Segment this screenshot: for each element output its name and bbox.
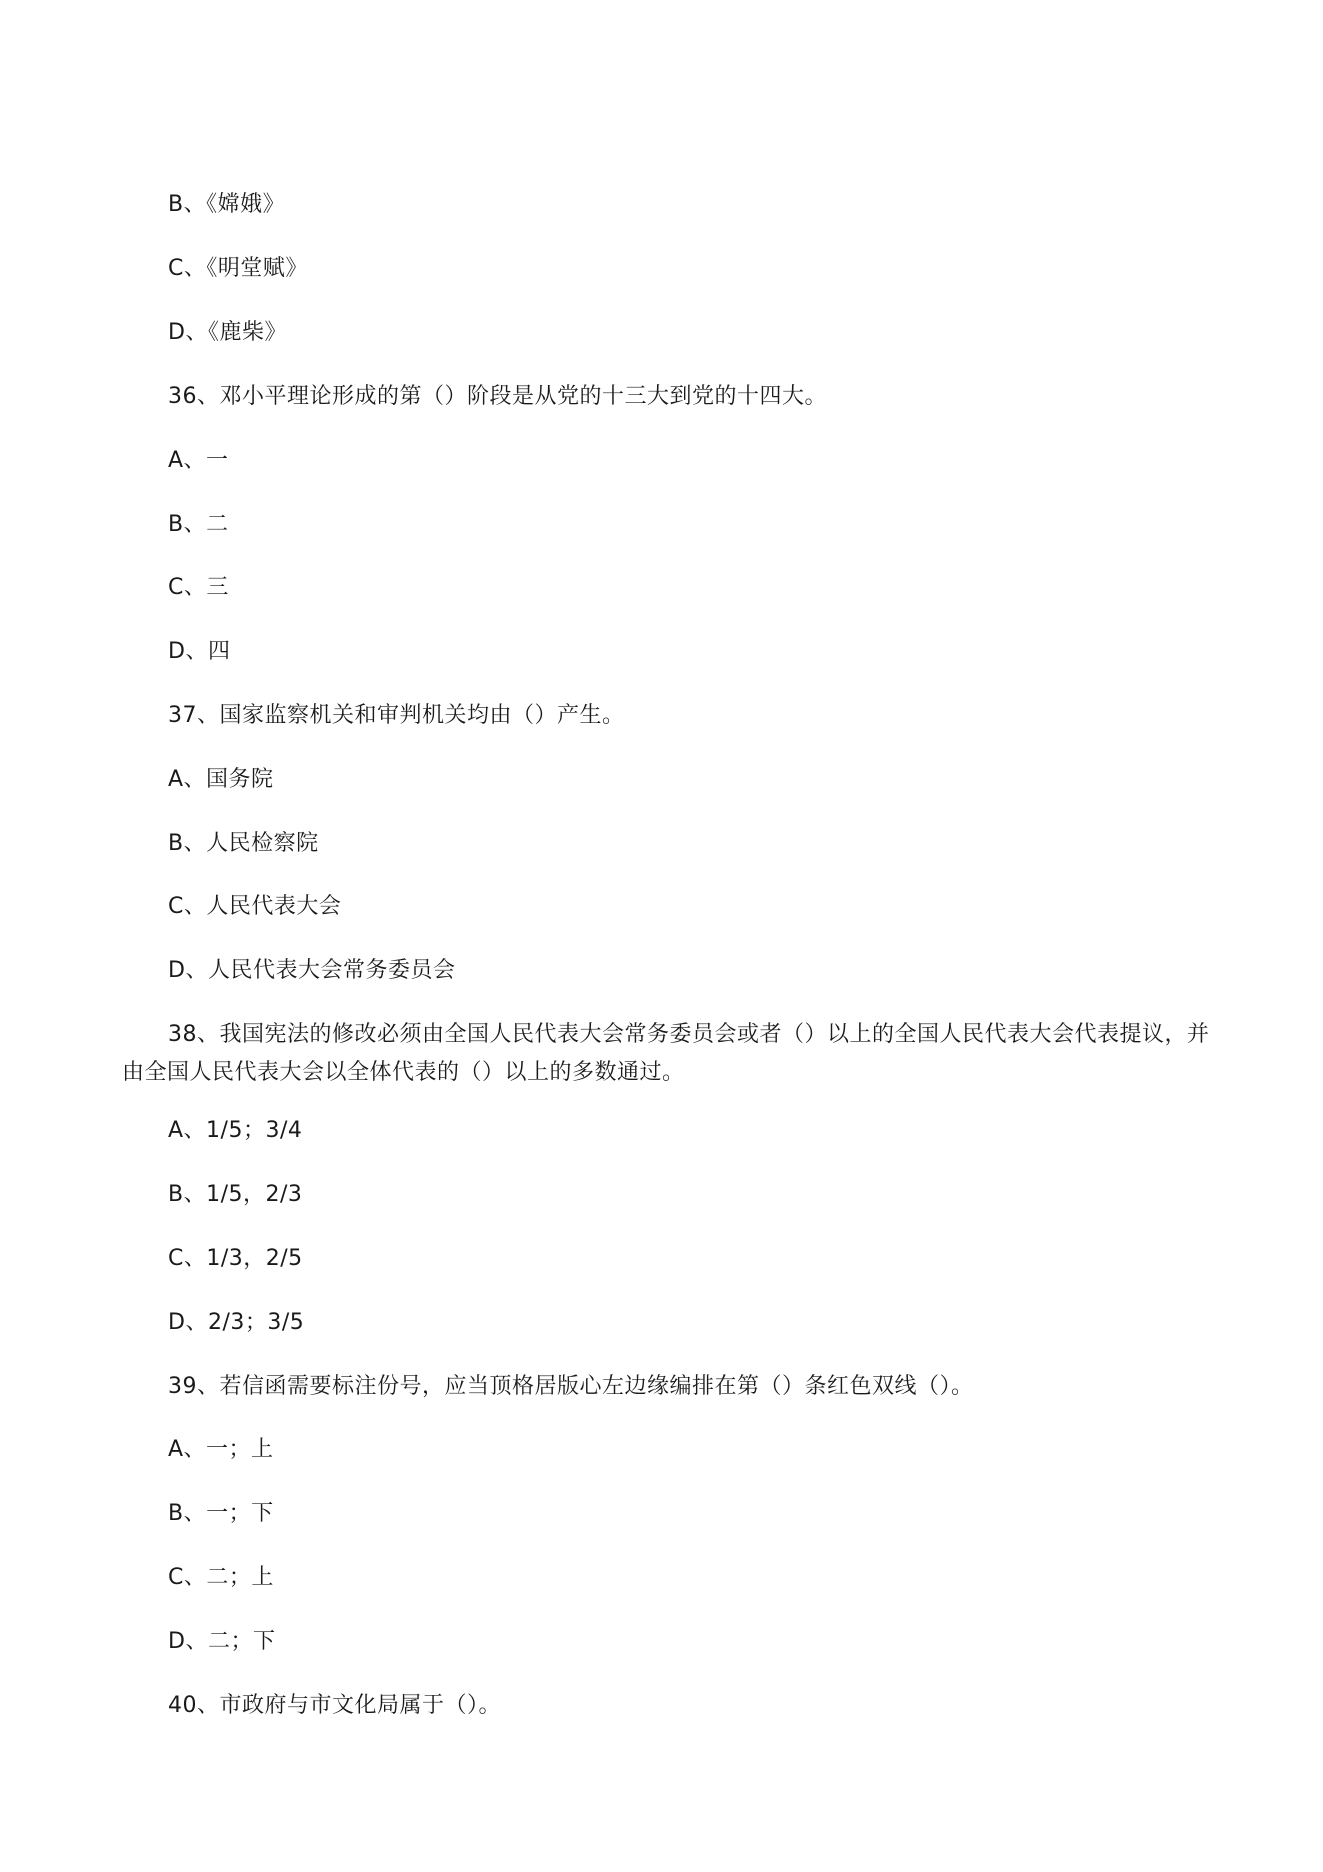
option-b: B、《嫦娥》: [168, 192, 286, 217]
option-a: A、1/5；3/4: [168, 1118, 303, 1143]
option-b: B、一；下: [168, 1501, 274, 1526]
question-37: 37、国家监察机关和审判机关均由（）产生。: [168, 703, 625, 728]
option-c: C、二；上: [168, 1565, 274, 1590]
question-39: 39、若信函需要标注份号，应当顶格居版心左边缘编排在第（）条红色双线（）。: [168, 1374, 974, 1399]
option-c: C、1/3，2/5: [168, 1246, 303, 1271]
option-c: C、人民代表大会: [168, 894, 342, 919]
option-b: B、人民检察院: [168, 831, 319, 856]
option-c: C、三: [168, 575, 229, 600]
question-36: 36、邓小平理论形成的第（）阶段是从党的十三大到党的十四大。: [168, 384, 827, 409]
option-d: D、四: [168, 639, 231, 664]
option-d: D、2/3；3/5: [168, 1310, 305, 1335]
option-d: D、二；下: [168, 1629, 276, 1654]
option-d: D、《鹿柴》: [168, 320, 287, 345]
option-c: C、《明堂赋》: [168, 256, 308, 281]
question-38: 38、我国宪法的修改必须由全国人民代表大会常务委员会或者（）以上的全国人民代表大会代表提议，并由全国人民代表大会以全体代表的（）以上的多数通过。: [122, 1022, 1210, 1085]
option-b: B、1/5，2/3: [168, 1182, 303, 1207]
option-d: D、人民代表大会常务委员会: [168, 958, 456, 983]
option-b: B、二: [168, 512, 229, 537]
question-40: 40、市政府与市文化局属于（）。: [168, 1693, 501, 1718]
option-a: A、一: [168, 448, 229, 473]
option-a: A、一；上: [168, 1437, 274, 1462]
option-a: A、国务院: [168, 767, 274, 792]
